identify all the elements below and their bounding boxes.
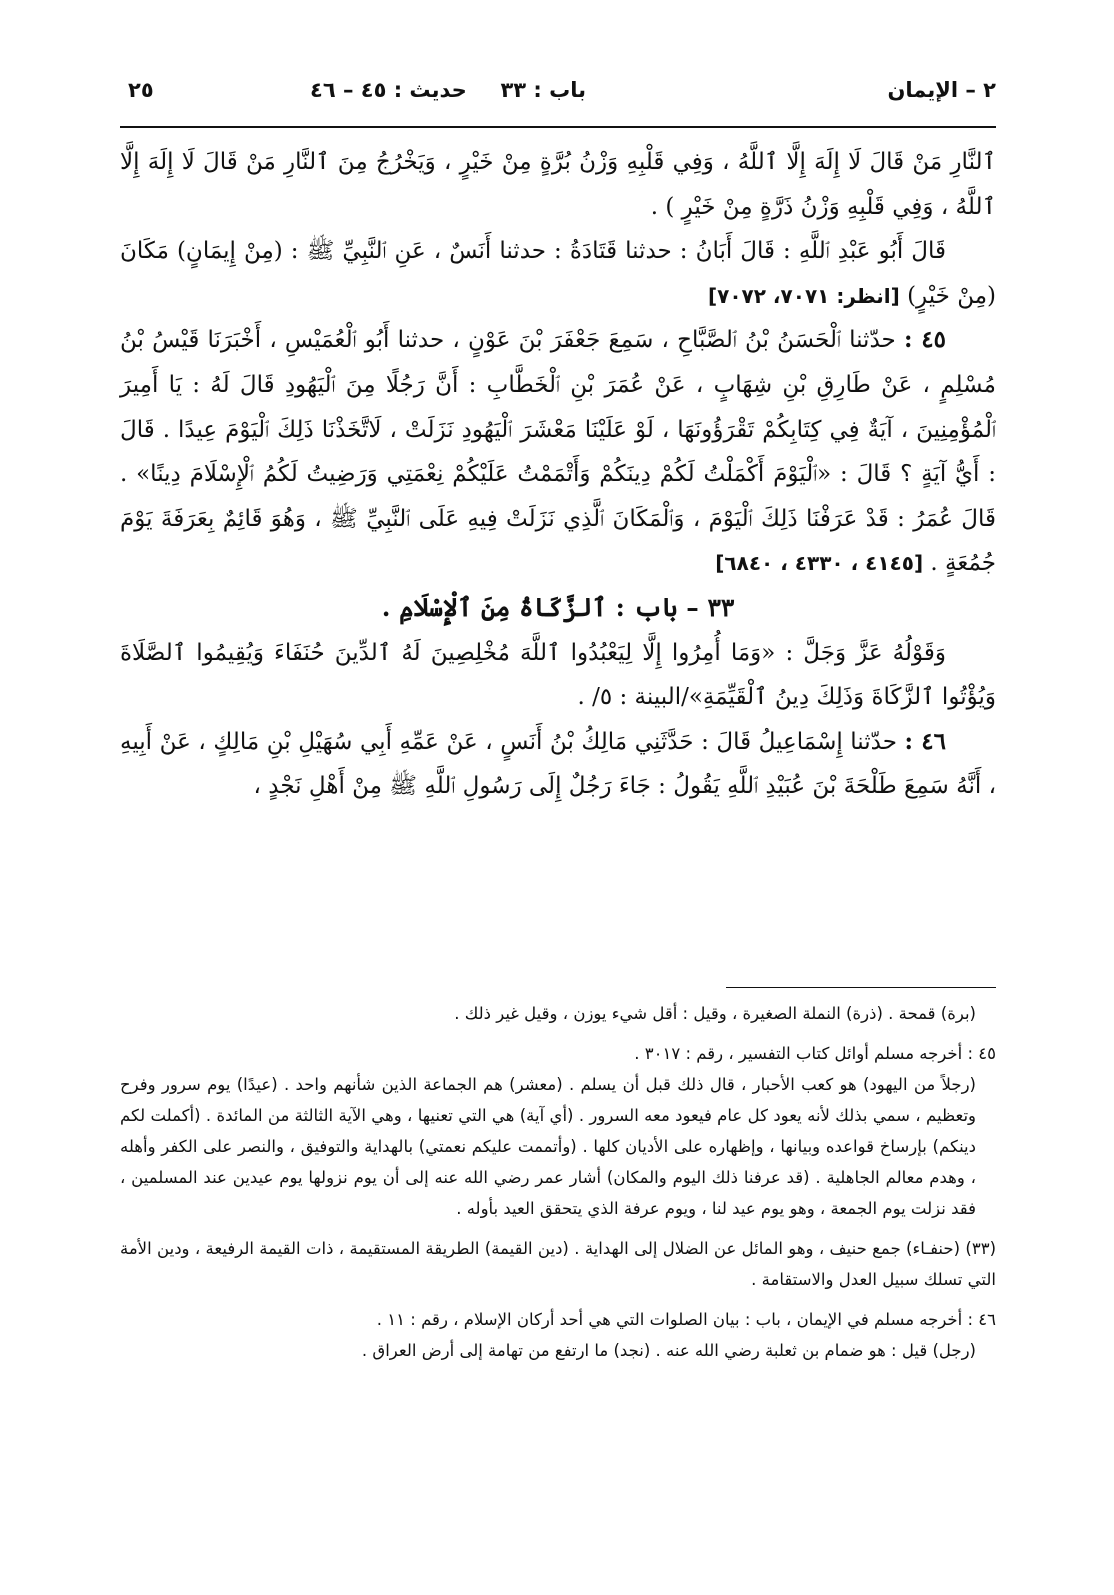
bab-number: باب : ٣٣ xyxy=(500,78,586,102)
footnote-45-source: ٤٥ : أخرجه مسلم أوائل كتاب التفسير ، رقم : ٣٠١٧ . xyxy=(634,1044,996,1063)
header-rule xyxy=(120,126,996,128)
hadith-46 xyxy=(120,720,996,809)
footnote-rule xyxy=(726,987,996,988)
cross-reference: [انظر: ٧٠٧١، ٧٠٧٢] xyxy=(708,283,900,308)
footnote-vocabulary: (برة) قمحة . (ذرة) النملة الصغيرة ، وقيل : أقل شيء يوزن ، وقيل غير ذلك . xyxy=(454,1004,976,1023)
quran-verse-paragraph: وَقَوْلُهُ عَزَّ وَجَلَّ : «وَمَا أُمِرُوا إِلَّا لِيَعْبُدُوا ٱللَّهَ مُخْلِصِينَ لَهُ ٱلدِّينَ حُنَفَاءَ وَيُقِيمُوا ٱلصَّلَاةَ وَيُؤْتُوا ٱلزَّكَاةَ وَذَلِكَ دِينُ ٱلْقَيِّمَةِ»/البينة : ٥/ . xyxy=(120,639,996,711)
footnote-45-explanation: (رجلاً من اليهود) هو كعب الأحبار ، قال ذلك قبل أن يسلم . (معشر) هم الجماعة الذين شأنهم واحد . (عيدًا) يوم سرور وفرح وتعظيم ، سمي بذلك لأنه يعود كل عام فيعود معه السرور . (أي آية) هي التي تعنيها ، وهي الآية الثالثة من المائدة . (أكملت لكم دينكم) بإرساخ قواعده وبيانها ، وإظهاره على الأديان كلها . (وأتممت عليكم نعمتي) بالهداية والتوفيق ، والنصر على الكفر وأهله ، وهدم معالم الجاهلية . (قد عرفنا ذلك اليوم والمكان) أشار عمر رضي الله عنه إلى أن يوم نزولها يوم عيدين عند المسلمين ، فقد نزلت يوم الجمعة ، وهو يوم عيد لنا ، ويوم عرفة الذي يتحقق العيد بأوله . xyxy=(120,1075,976,1218)
page-number: ٢٥ xyxy=(128,78,154,102)
footnotes xyxy=(120,998,996,1366)
footnote-46-source: ٤٦ : أخرجه مسلم في الإيمان ، باب : بيان الصلوات التي هي أحد أركان الإسلام ، رقم : ١١ . xyxy=(376,1310,996,1329)
hadith-45 xyxy=(120,318,996,586)
abu-abdullah-text: قَالَ أَبُو عَبْدِ ٱللَّهِ : قَالَ أَبَانُ : حدثنا قَتَادَةُ : حدثنا أَنَسٌ ، عَنِ ٱلنَّبِيِّ ﷺ : (مِنْ إِيمَانٍ) مَكَانَ (مِنْ خَيْرٍ) xyxy=(120,238,996,309)
continuation-paragraph: ٱلنَّارِ مَنْ قَالَ لَا إِلَهَ إِلَّا ٱللَّهُ ، وَفِي قَلْبِهِ وَزْنُ بُرَّةٍ مِنْ خَيْرٍ ، وَيَخْرُجُ مِنَ ٱلنَّارِ مَنْ قَالَ لَا إِلَهَ إِلَّا ٱللَّهُ ، وَفِي قَلْبِهِ وَزْنُ ذَرَّةٍ مِنْ خَيْرٍ ) . xyxy=(120,149,996,220)
footnote-33: (٣٣) (حنفـاء) جمع حنيف ، وهو المائل عن الضلال إلى الهداية . (دين القيمة) الطريقة المستقيمة ، ذات القيمة الرفيعة ، ودين الأمة التي تسلك سبيل العدل والاستقامة . xyxy=(120,1239,996,1289)
hadith-46-number: ٤٦ : xyxy=(904,727,946,755)
hadith-range: حديث : ٤٥ – ٤٦ xyxy=(310,78,467,102)
chapter-title: ٢ – الإيمان xyxy=(887,78,996,102)
hadith-45-number: ٤٥ : xyxy=(903,326,947,354)
hadith-45-text: حدّثنا ٱلْحَسَنُ بْنُ ٱلصَّبَّاحِ ، سَمِعَ جَعْفَرَ بْنَ عَوْنٍ ، حدثنا أَبُو ٱلْعُمَيْسِ ، أَخْبَرَنَا قَيْسُ بْنُ مُسْلِمٍ ، عَنْ طَارِقِ بْنِ شِهَابٍ ، عَنْ عُمَرَ بْنِ ٱلْخَطَّابِ : أَنَّ رَجُلًا مِنَ ٱلْيَهُودِ قَالَ لَهُ : يَا أَمِيرَ ٱلْمُؤْمِنِينَ ، آيَةٌ فِي كِتَابِكُمْ تَقْرَؤُونَهَا ، لَوْ عَلَيْنَا مَعْشَرَ ٱلْيَهُودِ نَزَلَتْ ، لَاتَّخَذْنَا ذَلِكَ ٱلْيَوْمَ عِيدًا . قَالَ : أَيُّ آيَةٍ ؟ قَالَ : «ٱلْيَوْمَ أَكْمَلْتُ لَكُمْ دِينَكُمْ وَأَتْمَمْتُ عَلَيْكُمْ نِعْمَتِي وَرَضِيتُ لَكُمُ ٱلْإِسْلَامَ دِينًا» . قَالَ عُمَرُ : قَدْ عَرَفْنَا ذَلِكَ ٱلْيَوْمَ ، وَٱلْمَكَانَ ٱلَّذِي نَزَلَتْ فِيهِ عَلَى ٱلنَّبِيِّ ﷺ ، وَهُوَ قَائِمٌ بِعَرَفَةَ يَوْمَ جُمُعَةٍ . xyxy=(120,327,996,577)
bab-33-heading: ٣٣ – باب : ٱلزَّكَاةُ مِنَ ٱلْإِسْلَامِ . xyxy=(381,592,735,622)
hadith-46-text: حدّثنا إِسْمَاعِيلُ قَالَ : حَدَّثَنِي مَالِكُ بْنُ أَنَسٍ ، عَنْ عَمِّهِ أَبِي سُهَيْلِ بْنِ مَالِكٍ ، عَنْ أَبِيهِ ، أَنَّهُ سَمِعَ طَلْحَةَ بْنَ عُبَيْدِ ٱللَّهِ يَقُولُ : جَاءَ رَجُلٌ إِلَى رَسُولِ ٱللَّهِ ﷺ مِنْ أَهْلِ نَجْدٍ ، xyxy=(120,728,996,800)
footnote-46-explanation: (رجل) قيل : هو ضمام بن ثعلبة رضي الله عنه . (نجد) ما ارتفع من تهامة إلى أرض العراق . xyxy=(361,1341,976,1360)
hadith-45-reference: [٤١٤٥ ، ٤٣٣٠ ، ٦٨٤٠] xyxy=(715,551,924,576)
main-text xyxy=(120,140,996,809)
running-header xyxy=(120,78,996,114)
abu-abdullah-paragraph xyxy=(120,229,996,318)
